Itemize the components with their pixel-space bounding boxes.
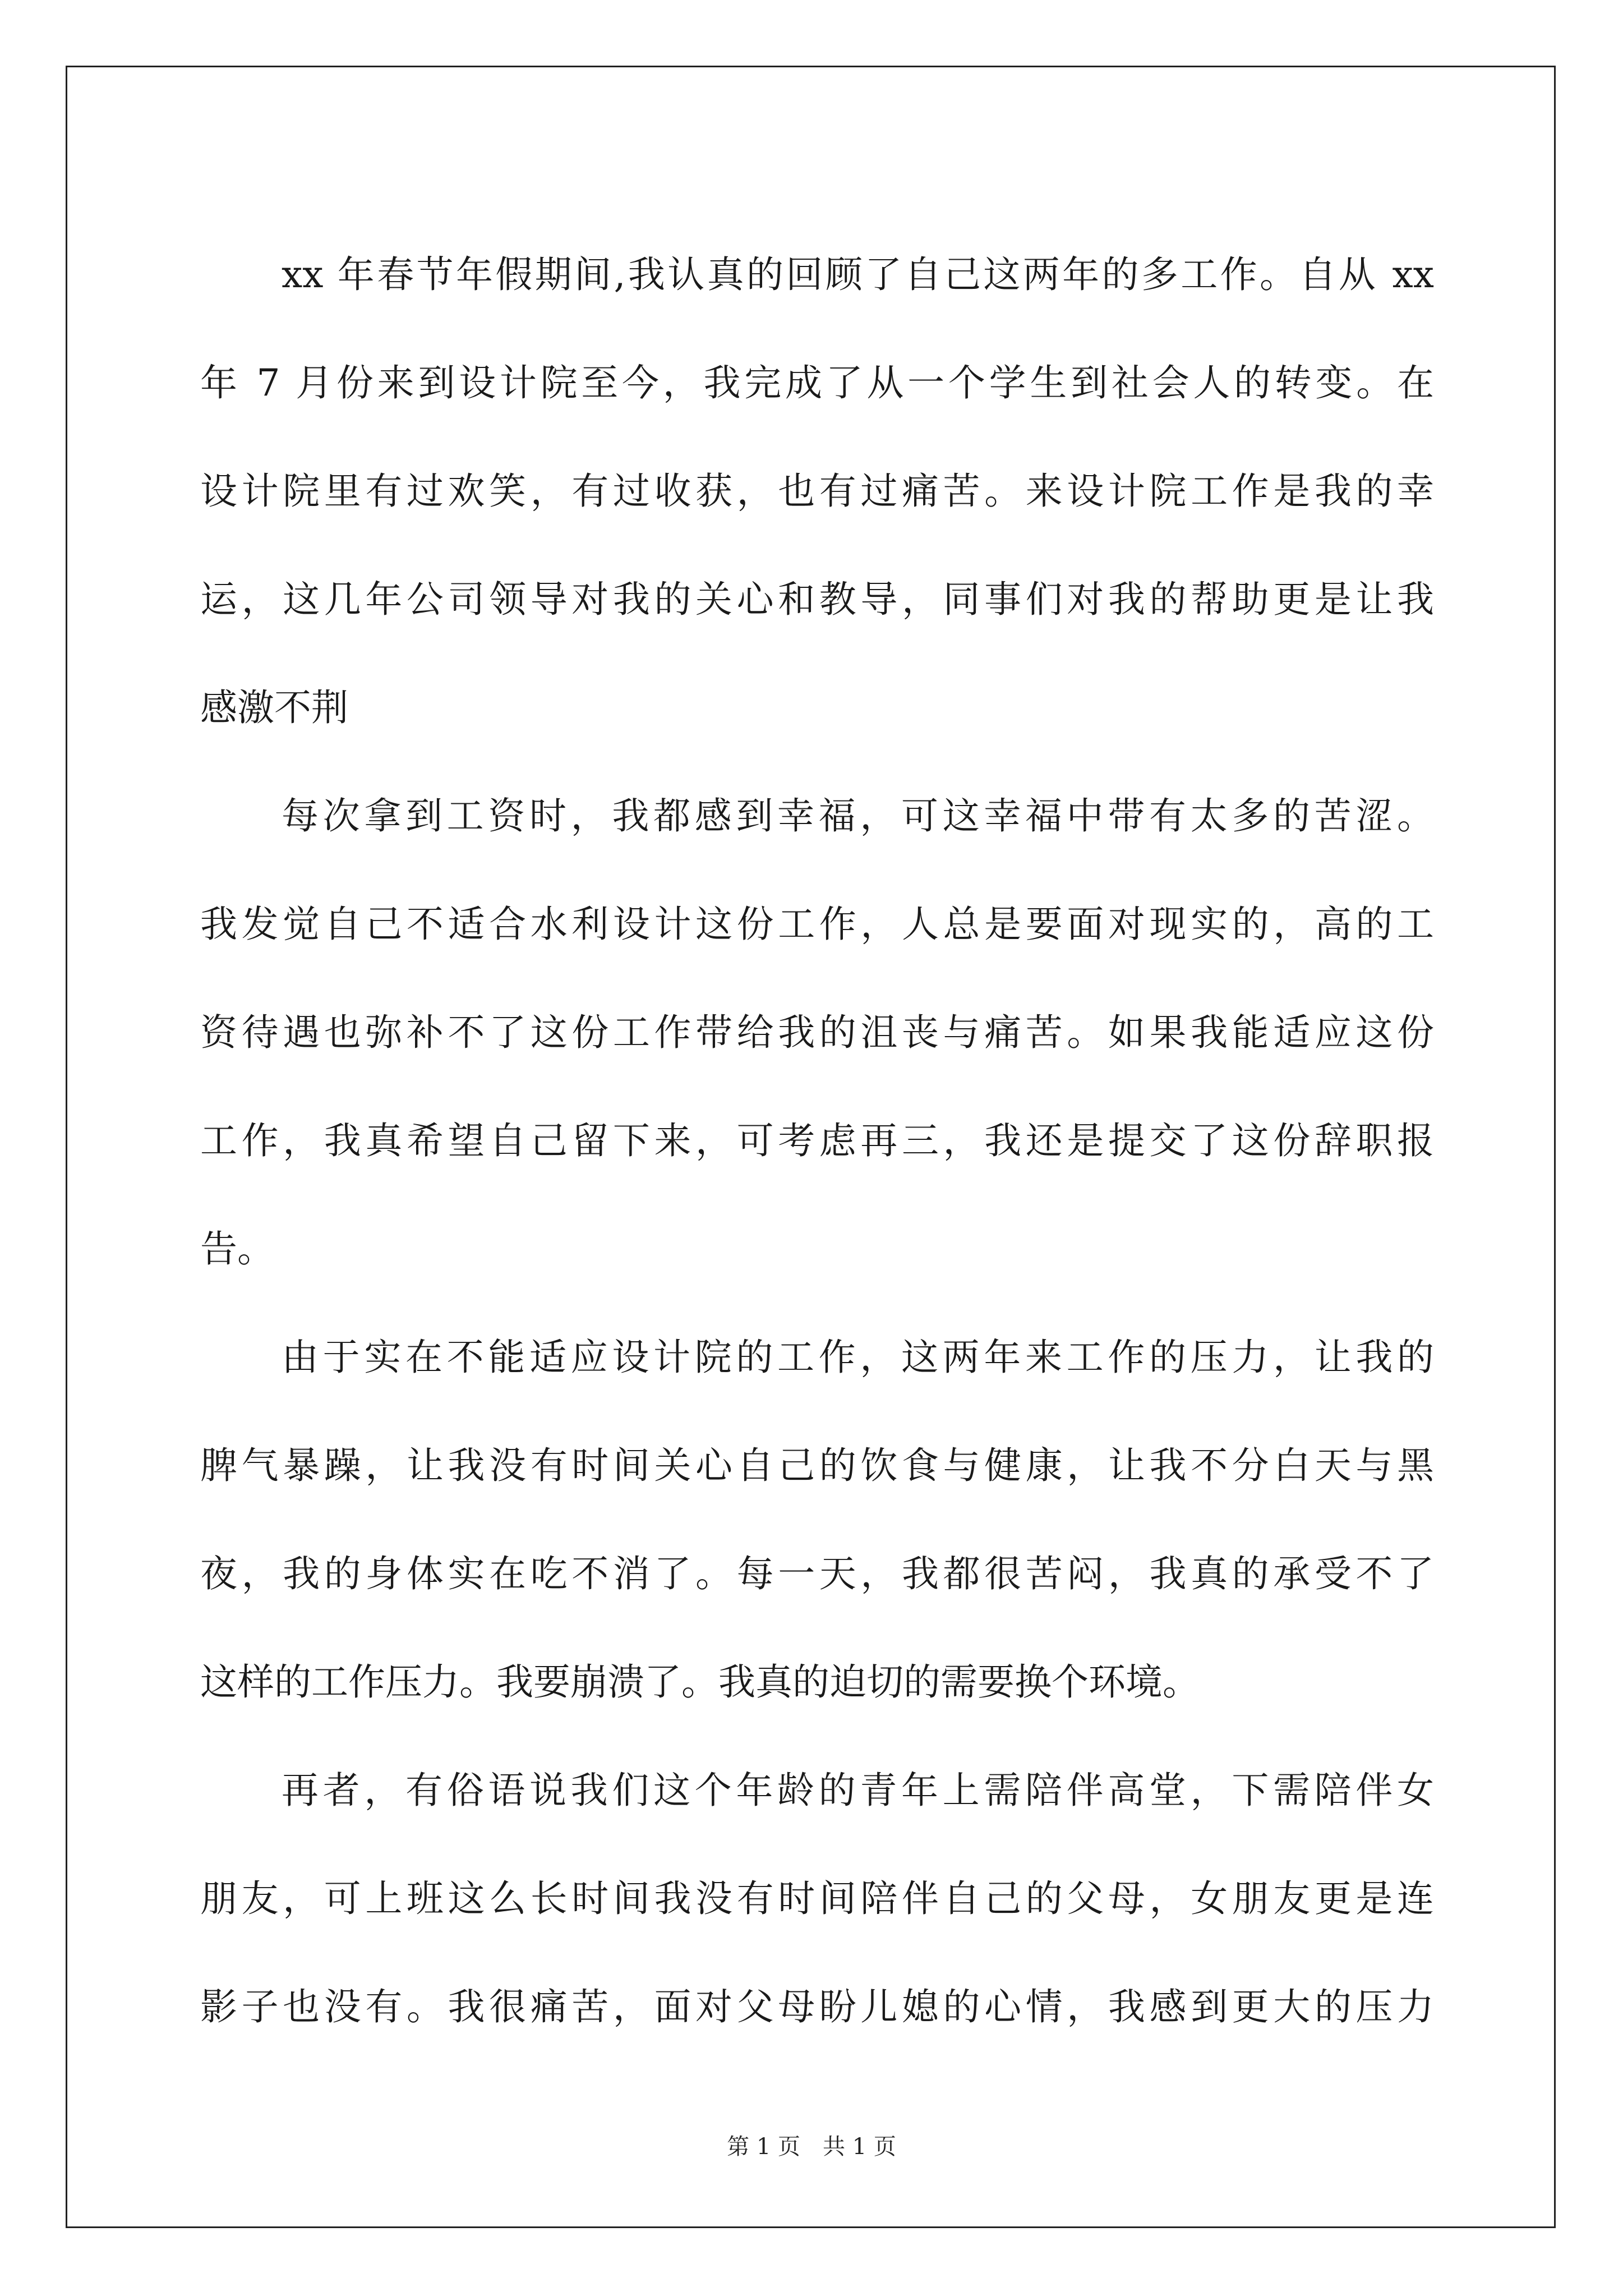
paragraph-3 bbox=[200, 1303, 1434, 1736]
paragraph-1 bbox=[200, 220, 1434, 762]
paragraph-2 bbox=[200, 762, 1434, 1303]
document-body bbox=[200, 220, 1434, 2061]
text-line: 朋友，可上班这么长时间我没有时间陪伴自己的父母，女朋友更是连 bbox=[200, 1877, 1434, 1920]
text-line: 告。 bbox=[200, 1227, 274, 1271]
text-line: 脾气暴躁，让我没有时间关心自己的饮食与健康，让我不分白天与黑 bbox=[200, 1444, 1434, 1487]
text-line: 这样的工作压力。我要崩溃了。我真的迫切的需要换个环境。 bbox=[200, 1660, 1200, 1704]
page-number-label: 第 1 页 共 1 页 bbox=[727, 2134, 896, 2160]
text-line: 影子也没有。我很痛苦，面对父母盼儿媳的心情，我感到更大的压力 bbox=[200, 1985, 1434, 2028]
text-line: 设计院里有过欢笑，有过收获，也有过痛苦。来设计院工作是我的幸 bbox=[200, 470, 1434, 513]
page-footer bbox=[0, 2129, 1623, 2161]
text-line: 我发觉自己不适合水利设计这份工作，人总是要面对现实的，高的工 bbox=[200, 903, 1434, 946]
text-line: 运，这几年公司领导对我的关心和教导，同事们对我的帮助更是让我 bbox=[200, 578, 1434, 621]
text-line: 工作，我真希望自己留下来，可考虑再三，我还是提交了这份辞职报 bbox=[200, 1119, 1434, 1162]
text-line: 每次拿到工资时，我都感到幸福，可这幸福中带有太多的苦涩。 bbox=[282, 794, 1434, 838]
text-line: xx 年春节年假期间,我认真的回顾了自己这两年的多工作。自从 xx bbox=[282, 253, 1434, 296]
text-line: 资待遇也弥补不了这份工作带给我的沮丧与痛苦。如果我能适应这份 bbox=[200, 1011, 1434, 1054]
paragraph-4 bbox=[200, 1736, 1434, 2061]
text-line: 年 7 月份来到设计院至今，我完成了从一个学生到社会人的转变。在 bbox=[200, 361, 1434, 404]
text-line: 夜，我的身体实在吃不消了。每一天，我都很苦闷，我真的承受不了 bbox=[200, 1552, 1434, 1595]
text-line: 感激不荆 bbox=[200, 686, 348, 729]
text-line: 由于实在不能适应设计院的工作，这两年来工作的压力，让我的 bbox=[282, 1336, 1434, 1379]
text-line: 再者，有俗语说我们这个年龄的青年上需陪伴高堂，下需陪伴女 bbox=[282, 1769, 1434, 1812]
